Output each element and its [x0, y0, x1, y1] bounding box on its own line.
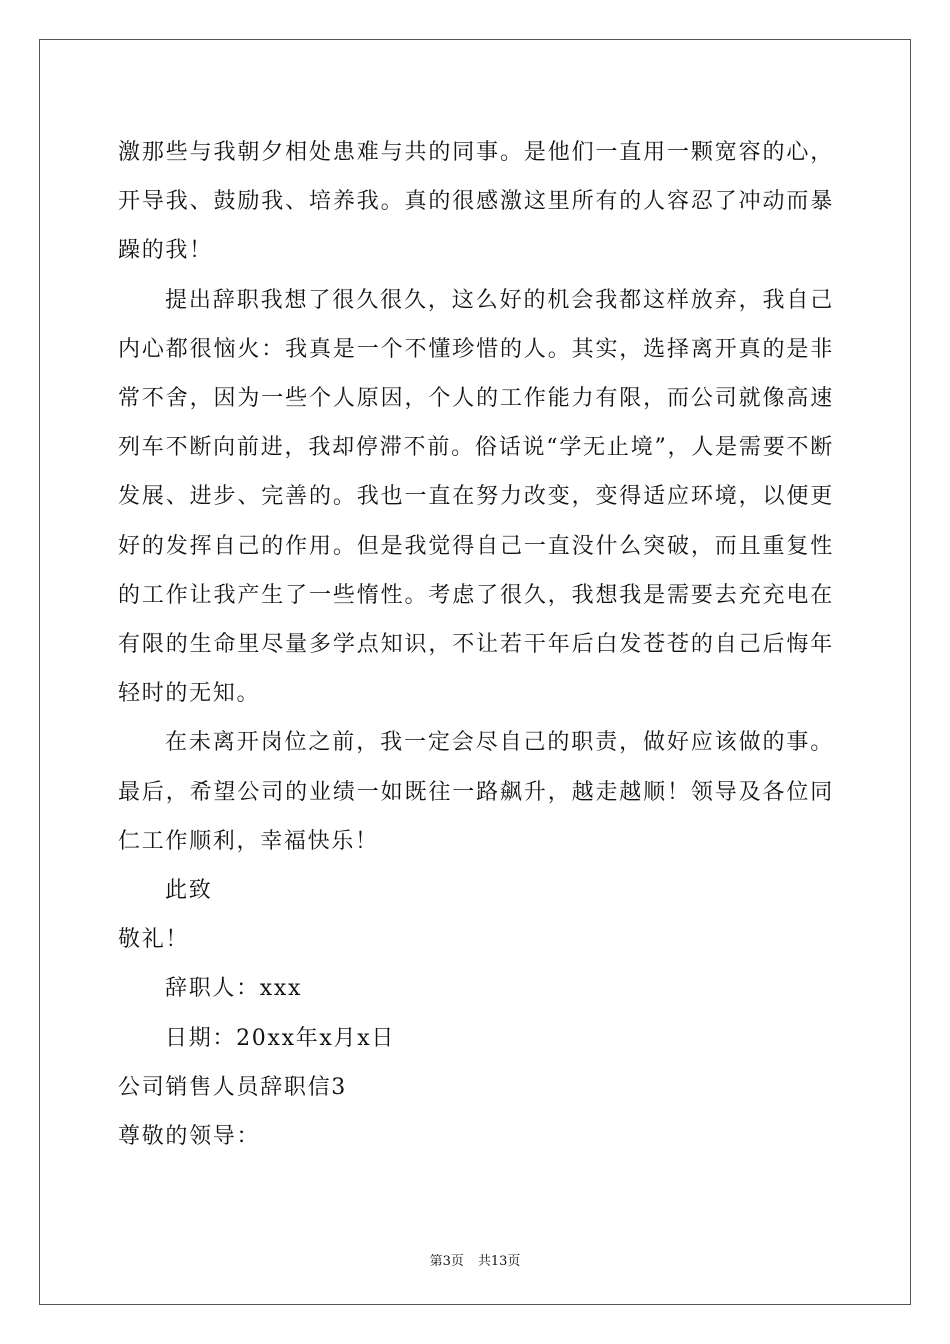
- signature-resigner: 辞职人：xxx: [165, 976, 303, 1002]
- document-body: [118, 128, 834, 1161]
- paragraph-resign-reason: 提出辞职我想了很久很久，这么好的机会我都这样放弃，我自己内心都很恼火：我真是一个不懂珍惜的人。其实，选择离开真的是非常不舍，因为一些个人原因，个人的工作能力有限，而公司就像高速列车不断向前进，我却停滞不前。俗话说“学无止境”，人是需要不断发展、进步、完善的。我也一直在努力改变，变得适应环境，以便更好的发挥自己的作用。但是我觉得自己一直没什么突破，而且重复性的工作让我产生了一些惰性。考虑了很久，我想我是需要去充充电在有限的生命里尽量多学点知识，不让若干年后白发苍苍的自己后悔年轻时的无知。: [118, 287, 834, 707]
- page-footer: [40, 1250, 910, 1269]
- page-number: 第3页: [429, 1254, 464, 1269]
- page-total: 共13页: [477, 1254, 521, 1269]
- salutation-cizhi: 此致: [165, 878, 213, 904]
- section-heading: 公司销售人员辞职信3: [118, 1074, 347, 1100]
- salutation-jingli: 敬礼！: [118, 927, 190, 953]
- signature-date: 日期：20xx年x月x日: [165, 1025, 396, 1051]
- letter-greeting: 尊敬的领导：: [118, 1124, 261, 1150]
- document-page: [39, 39, 911, 1305]
- paragraph-thanks: 激那些与我朝夕相处患难与共的同事。是他们一直用一颗宽容的心，开导我、鼓励我、培养我。真的很感激这里所有的人容忍了冲动而暴躁的我！: [118, 140, 834, 264]
- paragraph-closing-wishes: 在未离开岗位之前，我一定会尽自己的职责，做好应该做的事。最后，希望公司的业绩一如既往一路飙升，越走越顺！领导及各位同仁工作顺利，幸福快乐！: [118, 730, 834, 854]
